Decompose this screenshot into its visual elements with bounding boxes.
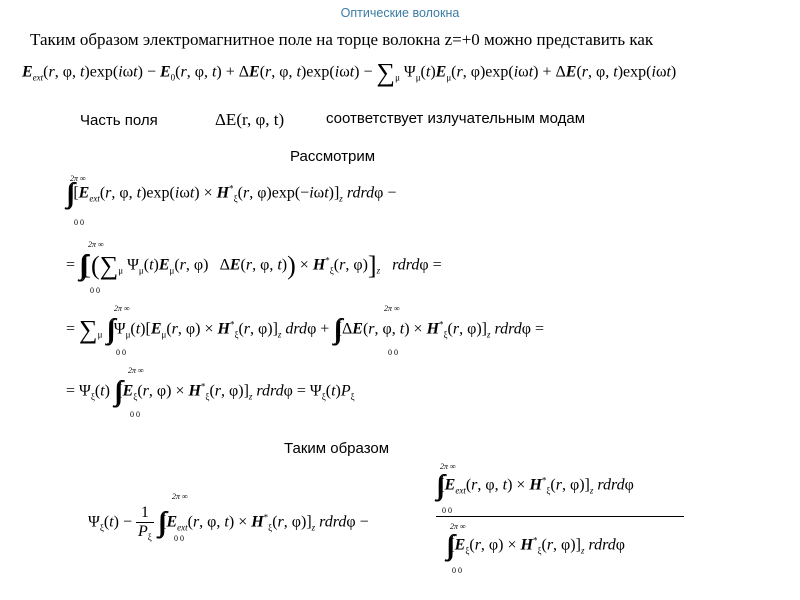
eq6-left-upper-limits: 2π ∞: [172, 492, 188, 501]
eq6-den-lower-limits: 0 0: [452, 566, 462, 575]
eq3-lower-limits: 0 0: [90, 286, 100, 295]
equation-5: = $\Psi_\xi(t)$ $\int\int[E_\xi(r$, $\varphi) \times H^*_\xi(r$, $\varphi)]_z$ rdrdφ = $\Psi_\xi(t)P_\xi$: [66, 376, 355, 407]
eq6-num-upper-limits: 2π ∞: [440, 462, 456, 471]
eq4-upper-limits-1: 2π ∞: [114, 304, 130, 313]
page-header: Оптические волокна: [340, 6, 460, 20]
eq2-lower-limits: 0 0: [74, 218, 84, 227]
eq4-lower-limits-1: 0 0: [116, 348, 126, 357]
eq5-lower-limits: 0 0: [130, 410, 140, 419]
intro-text: Таким образом электромагнитное поле на торце волокна z=+0 можно представить как: [30, 30, 654, 49]
equation-3: = $\int\int[(\sum_\mu$ $\Psi_\mu(t)E_\mu(r$, φ) ΔE(r, φ, $t)) \times H^*_\xi(r$, $\varphi)]_z$ rdrdφ =: [66, 250, 442, 281]
thus-label: Таким образом: [284, 440, 390, 457]
eq5-upper-limits: 2π ∞: [128, 366, 144, 375]
equation-6-denominator: $\int\int[E_\xi(r$, $\varphi) \times H^*_\xi(r$, $\varphi)]_z$ rdrdφ: [446, 530, 625, 561]
equation-4: = $\sum_\mu$ ∫∫ $\Psi_\mu(t)[E_\mu(r$, $\varphi) \times H^*_\xi(r$, $\varphi)]_z$ drdφ + ∫∫[ΔE(r, φ, $t) \times H^*_\xi(r$, $\varphi)]_z$ rdrdφ =: [66, 314, 545, 345]
eq4-lower-limits-2: 0 0: [388, 348, 398, 357]
equation-6-numerator: $\int\int[E_{ext}(r$, φ, $t) \times H^*_\xi(r$, $\varphi)]_z$ rdrdφ: [436, 470, 634, 501]
equation-6-left: $\Psi_\xi(t)$ − $\frac{1}{P_\xi}$ $\int\int[E_{ext}(r$, φ, $t) \times H^*_\xi(r$, $\varphi)]_z$ rdrdφ −: [88, 504, 369, 542]
equation-1: $E_{ext}(r$, φ, $t)\exp(i\omega t) - E_0(r$, φ, t) + ΔE(r, φ, $t)\exp(i\omega t) - \sum_\mu$ $\Psi_\mu(t)E_\mu(r$, φ)exp(iωt) + ΔE(r, φ, t)exp(iωt): [22, 58, 677, 87]
eq4-upper-limits-2: 2π ∞: [384, 304, 400, 313]
eq6-den-upper-limits: 2π ∞: [450, 522, 466, 531]
equation-2: ∫∫ [$E_{ext}(r$, φ, $t)\exp(i\omega t) \times H^*_\xi(r$, $\varphi)\exp(-i\omega t)]_z$ rdrdφ −: [66, 178, 397, 209]
eq2-upper-limits: 2π ∞: [70, 174, 86, 183]
corresponds-text: соответствует излучательным модам: [326, 110, 586, 127]
part-label: Часть поля: [80, 112, 158, 129]
eq3-upper-limits: 2π ∞: [88, 240, 104, 249]
eq6-left-lower-limits: 0 0: [174, 534, 184, 543]
part-symbol: ΔE(r, φ, t): [215, 110, 285, 129]
fraction-bar: [436, 516, 684, 517]
eq6-num-lower-limits: 0 0: [442, 506, 452, 515]
consider-label: Рассмотрим: [290, 148, 376, 165]
